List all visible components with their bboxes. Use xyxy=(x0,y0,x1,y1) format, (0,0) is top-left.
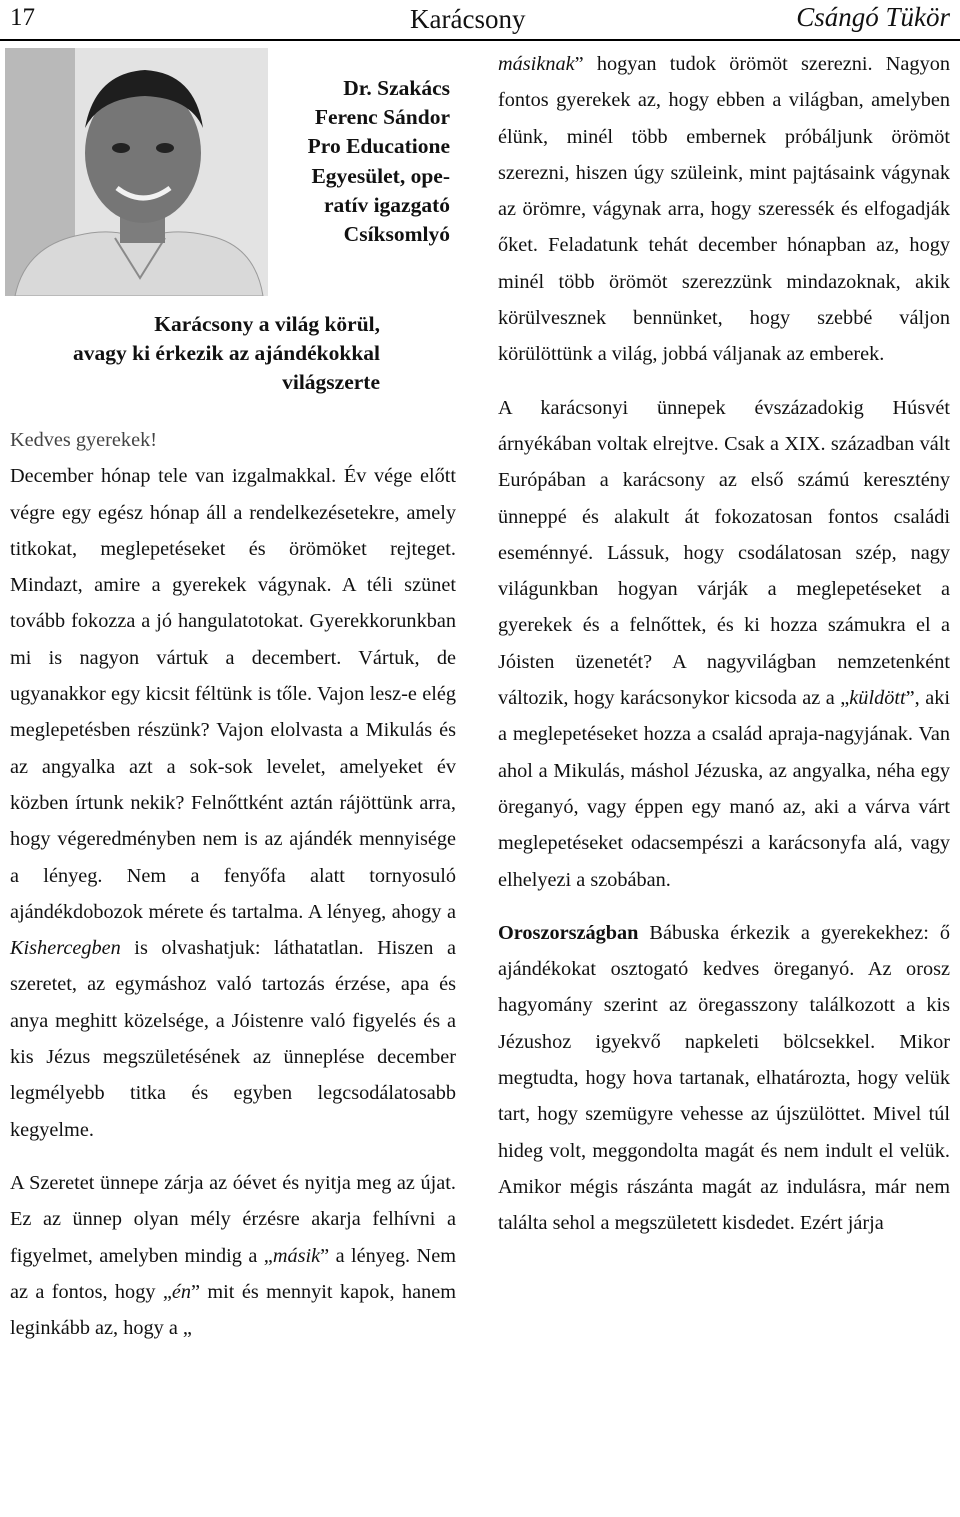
title-line: Karácsony a világ körül, xyxy=(154,312,380,336)
author-line: Dr. Szakács xyxy=(343,76,450,100)
right-column xyxy=(498,46,950,1242)
book-title: Kishercegben xyxy=(10,937,121,960)
author-info xyxy=(278,74,450,249)
page-number: 17 xyxy=(10,4,35,31)
author-line: Csíksomlyó xyxy=(343,222,450,247)
paragraph-2: A Szeretet ünnepe zárja az óévet és nyitja meg az újat. Ez az ünnep olyan mély érzésre akarja felhívni a figyelmet, amelyben mindig a „másik” a lényeg. Nem az a fontos, hogy „én” mit és mennyit kapok, hanem leginkább az, hogy a „ xyxy=(10,1171,456,1340)
header-rule xyxy=(0,39,960,41)
author-line: ratív igazgató xyxy=(324,192,450,217)
author-photo xyxy=(5,48,268,296)
portrait-illustration xyxy=(5,48,268,296)
emphasis-en: én xyxy=(171,1280,192,1303)
greeting: Kedves gyerekek! xyxy=(10,429,157,451)
emphasis-masiknak: másiknak xyxy=(498,53,575,75)
emphasis-kuldott: küldött xyxy=(849,687,906,710)
left-column xyxy=(10,422,456,1346)
emphasis-masik: másik xyxy=(272,1244,321,1267)
paragraph-3: A karácsonyi ünnepek évszázadokig Húsvét árnyékában voltak elrejtve. Csak a XIX. században vált Európában a karácsony az első számú keresztény ünneppé és alakult át fokozatosan fontos családi eseménnyé. Lássuk, hogy csodálatosan szép, nagy világunkban hogyan várják a meglepetéseket a gyerekek és a felnőttek, és ki hozza számukra el a Jóisten üzenetét? A nagyvilágban nemzetenként változik, hogy karácsonykor kicsoda az a „küldött”, aki a meglepetéseket hozza a család apraja-nagyjának. Van ahol a Mikulás, máshol Jézuska, az angyalka, néha egy öreganyó, vagy éppen egy manó az, aki a várva várt meglepetéseket odacsempészi a karácsonyfa alá, vagy elhelyezi a szobában. xyxy=(498,396,950,891)
paragraph-4: Oroszországban Bábuska érkezik a gyerekekhez: ő ajándékokat osztogató kedves öreganyó. Az orosz hagyomány szerint az öregasszony találkozott a kis Jézushoz igyekvő napkeleti bölcsekkel. Mikor megtudta, hogy hova tartanak, elhatározta, hogy velük tart, hogy szemügyre vehesse az újszülöttet. Mivel túl hideg volt, meggondolta magát és nem indult el velük. Amikor mégis rászánta magát az indulásra, már nem találta sehol a megszületett kisdedet. Ezért járja xyxy=(498,921,950,1235)
country-name: Oroszországban xyxy=(498,921,639,944)
magazine-title: Csángó Tükör xyxy=(796,2,950,32)
paragraph-1: December hónap tele van izgalmakkal. Év vége előtt végre egy egész hónap áll a rendelkezésetekre, amely titkokat, meglepetéseket és örömöket rejteget. Mindazt, amire a gyerekek vágynak. A téli szünet tovább fokozza a jó hangulatotokat. Gyerekkorunkban mi is nagyon vártuk a decembert. Vártuk, de ugyanakkor egy kicsit féltünk is tőle. Vajon lesz-e elég meglepetésben részünk? Vajon elolvasta a Mikulás és az angyalka azt a sok-sok levelet, amelyeket év közben írtunk nekik? Felnőttként aztán rájöttünk arra, hogy végeredményben nem is az ajándék mennyisége a lényeg. Nem a fenyőfa alatt tornyosuló ajándékdobozok mérete és tartalma. A lényeg, ahogy a Kishercegben is olvashatjuk: láthatatlan. Hiszen a szeretet, az egymáshoz való tartozás érzése, apa és anya meghitt közelsége, a Jóistenre való figyelés és a kis Jézus megszületésének az ünneplése december legmélyebb titka és egyben legcsodálatosabb kegyelme. xyxy=(10,465,456,1141)
section-title: Karácsony xyxy=(410,4,526,34)
page-header xyxy=(0,0,960,40)
title-line: avagy ki érkezik az ajándékokkal xyxy=(73,341,380,365)
title-line: világszerte xyxy=(282,370,380,394)
paragraph-2-continued: másiknak” hogyan tudok örömöt szerezni. Nagyon fontos gyerekek az, hogy ebben a világban, amelyben élünk, minél több embernek próbáljunk örömöt szerezni, hiszen úgy szüleink, mint pajtásaink vágynak az örömre, vágynak arra, hogy szeressék és elfogadják őket. Feladatunk tehát december hónapban az, hogy minél több örömöt szerezzünk mindazoknak, akik körülvesznek bennünket, hogy szebbé váljon körülöttünk a világ, jobbá váljanak az emberek. xyxy=(498,53,950,366)
author-line: Ferenc Sándor xyxy=(314,105,450,130)
article-title xyxy=(10,310,380,397)
author-line: Egyesület, ope- xyxy=(311,163,450,188)
author-line: Pro Educatione xyxy=(307,134,450,159)
